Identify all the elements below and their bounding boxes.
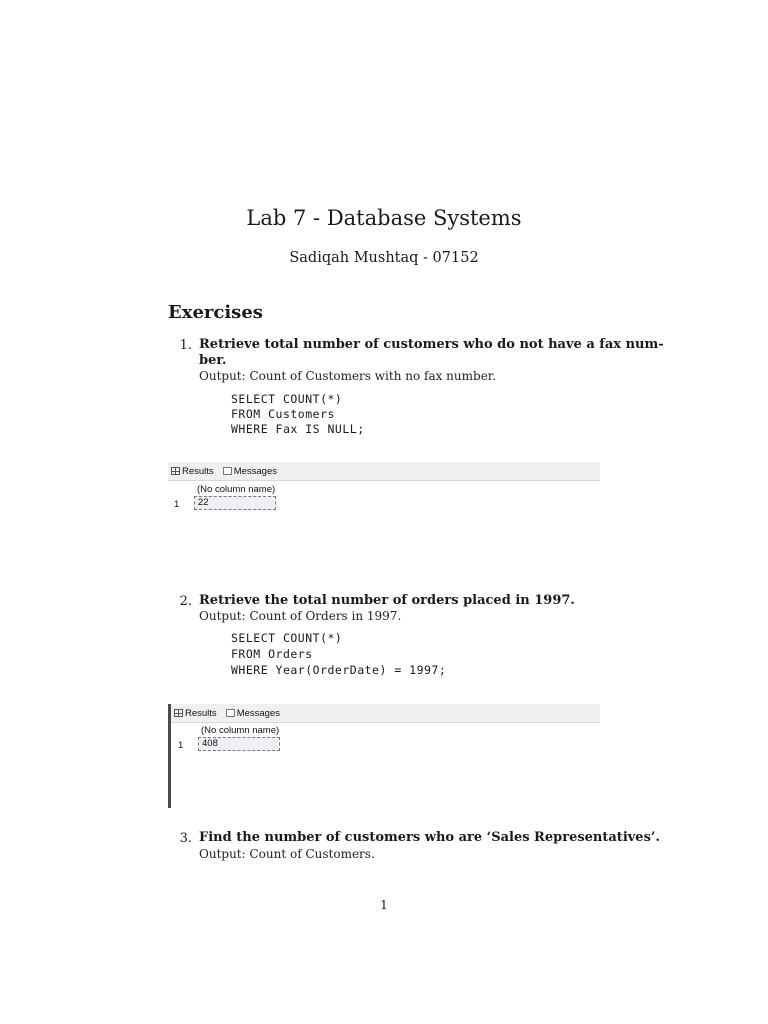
exercise-1-code-line3: WHERE Fax IS NULL;	[231, 422, 365, 436]
section-heading: Exercises	[168, 302, 263, 323]
result-cell[interactable]: 408	[198, 737, 280, 751]
column-header: (No column name)	[197, 484, 276, 495]
results-pane-2	[168, 704, 600, 808]
messages-icon	[226, 709, 235, 717]
messages-icon	[223, 467, 232, 475]
results-tabbar	[171, 704, 600, 723]
messages-tab-label: Messages	[233, 465, 277, 477]
exercise-2-code-line2: FROM Orders	[231, 647, 313, 661]
document-title: Lab 7 - Database Systems	[246, 206, 522, 230]
exercise-1-code-line2: FROM Customers	[231, 407, 335, 421]
exercise-1-number: 1.	[179, 338, 192, 353]
results-tabbar	[168, 462, 600, 481]
exercise-3-number: 3.	[179, 831, 192, 846]
column-header: (No column name)	[201, 725, 280, 736]
exercise-2-code-line1: SELECT COUNT(*)	[231, 631, 343, 645]
exercise-2-number: 2.	[179, 594, 192, 609]
results-tab[interactable]	[168, 466, 214, 477]
row-number: 1	[174, 499, 180, 510]
exercise-1-output: Output: Count of Customers with no fax number.	[199, 369, 497, 383]
messages-tab[interactable]	[223, 708, 280, 719]
grid-icon	[174, 709, 183, 717]
page-number: 1	[380, 898, 388, 912]
results-tab[interactable]	[171, 708, 217, 719]
exercise-1-question-line2: ber.	[199, 353, 227, 368]
exercise-3-question: Find the number of customers who are ‘Sales Representatives’.	[199, 830, 660, 845]
exercise-2-code-line3: WHERE Year(OrderDate) = 1997;	[231, 663, 447, 677]
exercise-1-question-line1: Retrieve total number of customers who do not have a fax num-	[199, 337, 664, 352]
messages-tab[interactable]	[220, 466, 277, 477]
exercise-2-question: Retrieve the total number of orders placed in 1997.	[199, 593, 575, 608]
messages-tab-label: Messages	[236, 707, 280, 719]
result-cell[interactable]: 22	[194, 496, 276, 510]
exercise-3-output: Output: Count of Customers.	[199, 847, 375, 861]
row-number: 1	[178, 740, 184, 751]
results-tab-label: Results	[182, 465, 214, 477]
document-author: Sadiqah Mushtaq - 07152	[289, 250, 479, 266]
results-pane-1	[168, 462, 600, 570]
exercise-1-code-line1: SELECT COUNT(*)	[231, 392, 343, 406]
grid-icon	[171, 467, 180, 475]
results-tab-label: Results	[185, 707, 217, 719]
exercise-2-output: Output: Count of Orders in 1997.	[199, 609, 402, 623]
